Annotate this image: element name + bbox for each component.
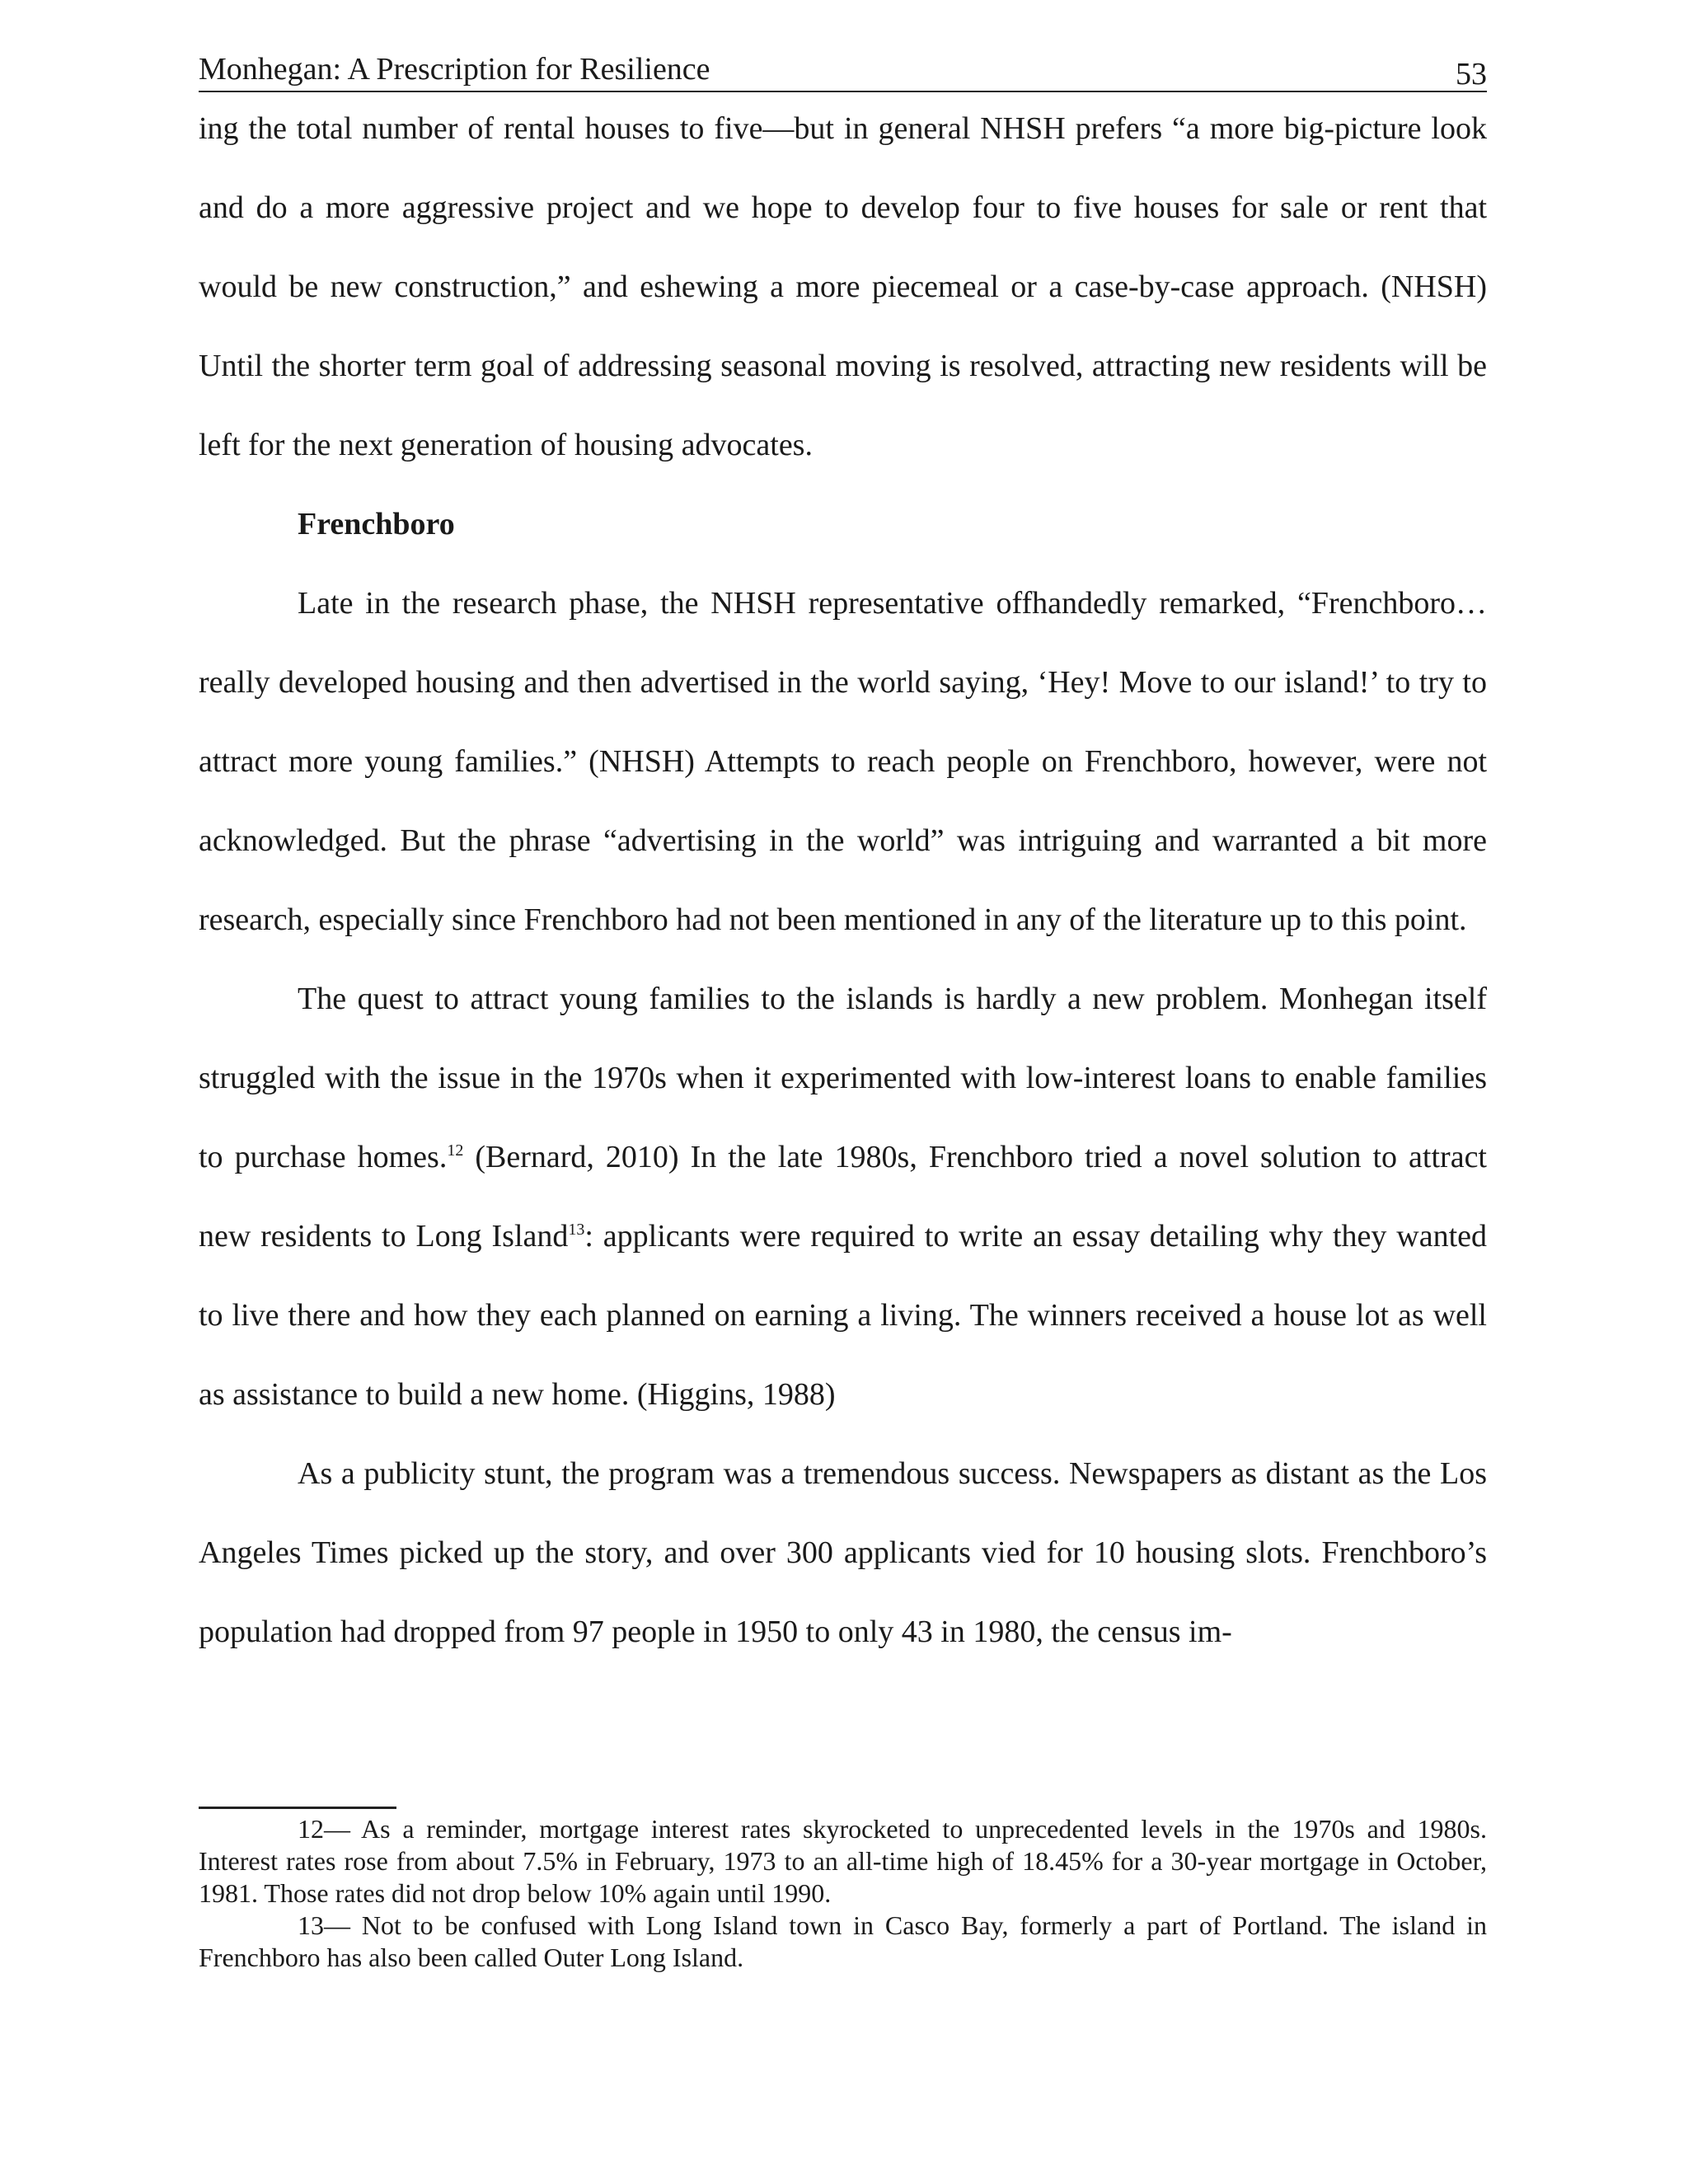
body-text <box>199 89 1487 1671</box>
footnote-divider <box>199 1807 396 1809</box>
footnote-13: 13— Not to be confused with Long Island town in Casco Bay, formerly a part of Portland. The island in Frenchboro has also been called Outer Long Island. <box>199 1910 1487 1972</box>
footnote-ref-12: 12 <box>447 1141 464 1160</box>
paragraph-text: The quest to attract young families to the islands is hardly a new problem. Monhegan itself struggled with the issue in the 1970s when it experimented with low-interest loans to enable families to purchase homes. <box>199 982 1487 1174</box>
paragraph-frenchboro-intro: Late in the research phase, the NHSH representative offhandedly remarked, “Frenchboro…really developed housing and then advertised in the world saying, ‘Hey! Move to our island!’ to try to attract more young families.” (NHSH) Attempts to reach people on Frenchboro, however, were not acknowledged. But the phrase “advertising in the world” was intriguing and warranted a bit more research, especially since Frenchboro had not been mentioned in any of the literature up to this point. <box>199 586 1487 937</box>
running-header <box>199 48 1487 92</box>
running-header-title: Monhegan: A Prescription for Resilience <box>199 52 710 87</box>
paragraph-young-families <box>199 959 1487 1434</box>
footnote-ref-13: 13 <box>568 1221 585 1239</box>
page-number: 53 <box>1456 57 1487 91</box>
section-heading-frenchboro: Frenchboro <box>298 507 455 541</box>
paragraph-publicity-stunt: As a publicity stunt, the program was a tremendous success. Newspapers as distant as the Los Angeles Times picked up the story, and over 300 applicants vied for 10 housing slots. Frenchboro’s population had dropped from 97 people in 1950 to only 43 in 1980, the census im- <box>199 1456 1487 1649</box>
paragraph-text: : applicants were required to write an essay detailing why they wanted to live there and how they each planned on earning a living. The winners received a house lot as well as assistance to build a new home. (Higgins, 1988) <box>199 1219 1487 1412</box>
paragraph-continued: ing the total number of rental houses to five—but in general NHSH prefers “a more big-picture look and do a more aggressive project and we hope to develop four to five houses for sale or rent that would be new construction,” and eshewing a more piecemeal or a case-by-case approach. (NHSH) Until the shorter term goal of addressing seasonal moving is resolved, attracting new residents will be left for the next generation of housing advocates. <box>199 111 1487 462</box>
footnotes <box>199 1813 1487 1974</box>
paragraph-text: (Bernard, 2010) In the late 1980s, Frenchboro tried a novel solution to attract new residents to Long Island <box>199 1140 1487 1254</box>
footnote-12: 12— As a reminder, mortgage interest rates skyrocketed to unprecedented levels in the 1970s and 1980s. Interest rates rose from about 7.5% in February, 1973 to an all-time high of 18.45% for a 30-year mortgage in October, 1981. Those rates did not drop below 10% again until 1990. <box>199 1814 1487 1908</box>
